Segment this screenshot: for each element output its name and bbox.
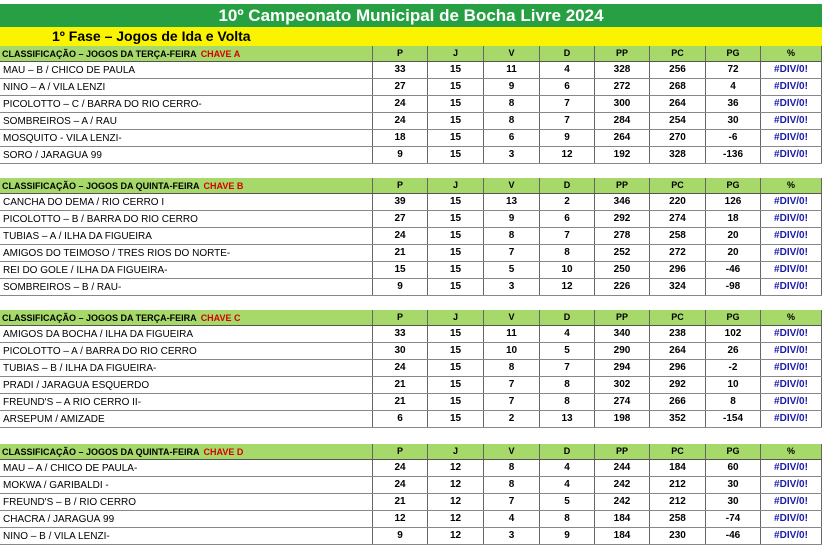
table-cell: 30	[705, 113, 760, 129]
table-cell: 4	[539, 62, 594, 78]
group-label: CHAVE B	[203, 180, 244, 191]
column-header: P	[372, 46, 427, 61]
table-cell: -98	[705, 279, 760, 295]
table-cell: #DIV/0!	[760, 194, 822, 210]
table-row	[0, 79, 822, 96]
table-cell: 266	[649, 394, 705, 410]
table-cell: 226	[594, 279, 649, 295]
column-header: PC	[649, 310, 705, 325]
table-cell: 18	[705, 211, 760, 227]
table-cell: 4	[705, 79, 760, 95]
table-cell: 33	[372, 326, 427, 342]
table-cell: 10	[705, 377, 760, 393]
team-name: MAU – A / CHICO DE PAULA-	[3, 462, 138, 474]
table-cell: 27	[372, 79, 427, 95]
table-cell: 21	[372, 245, 427, 261]
table-cell: #DIV/0!	[760, 494, 822, 510]
table-cell: 30	[705, 477, 760, 493]
table-cell: 5	[539, 494, 594, 510]
table-cell: 254	[649, 113, 705, 129]
table-row	[0, 194, 822, 211]
column-header: P	[372, 310, 427, 325]
table-cell: 20	[705, 245, 760, 261]
table-cell: 8	[539, 245, 594, 261]
team-name: MOKWA / GARIBALDI -	[3, 479, 109, 491]
table-cell: 10	[539, 262, 594, 278]
table-cell: 12	[427, 511, 483, 527]
column-header: %	[760, 46, 822, 61]
table-cell: 60	[705, 460, 760, 476]
table-cell: 8	[483, 96, 539, 112]
table-cell: 192	[594, 147, 649, 163]
table-cell: 24	[372, 360, 427, 376]
column-header: PP	[594, 46, 649, 61]
table-cell: 212	[649, 477, 705, 493]
column-header: PP	[594, 310, 649, 325]
table-cell: 274	[649, 211, 705, 227]
table-row	[0, 262, 822, 279]
table-cell: #DIV/0!	[760, 477, 822, 493]
table-cell: 8	[539, 377, 594, 393]
table-cell: 8	[483, 460, 539, 476]
table-cell: 252	[594, 245, 649, 261]
table-cell: 258	[649, 511, 705, 527]
table-cell: 230	[649, 528, 705, 544]
table-cell: 6	[539, 79, 594, 95]
table-cell: 36	[705, 96, 760, 112]
table-cell: 24	[372, 228, 427, 244]
table-cell: 7	[483, 494, 539, 510]
table-row	[0, 377, 822, 394]
table-cell: -46	[705, 528, 760, 544]
table-cell: #DIV/0!	[760, 79, 822, 95]
table-cell: 15	[427, 211, 483, 227]
table-cell: 9	[372, 279, 427, 295]
table-cell: 6	[539, 211, 594, 227]
section-label: CLASSIFICAÇÃO – JOGOS DA TERÇA-FEIRA	[2, 312, 197, 323]
team-name: AMIGOS DA BOCHA / ILHA DA FIGUEIRA	[3, 328, 194, 340]
table-cell: 30	[372, 343, 427, 359]
table-cell: 3	[483, 528, 539, 544]
phase-label: 1º Fase – Jogos de Ida e Volta	[52, 28, 251, 44]
table-cell: -46	[705, 262, 760, 278]
column-header: PG	[705, 444, 760, 459]
table-cell: 27	[372, 211, 427, 227]
table-cell: 340	[594, 326, 649, 342]
table-cell: 39	[372, 194, 427, 210]
table-cell: 15	[427, 377, 483, 393]
table-cell: 24	[372, 477, 427, 493]
table-cell: 15	[427, 343, 483, 359]
table-cell: 250	[594, 262, 649, 278]
team-name: REI DO GOLE / ILHA DA FIGUEIRA-	[3, 264, 168, 276]
table-cell: 12	[539, 279, 594, 295]
team-name: SOMBREIROS – B / RAU-	[3, 281, 122, 293]
table-cell: 238	[649, 326, 705, 342]
table-cell: 24	[372, 460, 427, 476]
column-header: PG	[705, 46, 760, 61]
table-header	[0, 46, 822, 62]
table-row	[0, 211, 822, 228]
table-cell: 9	[483, 79, 539, 95]
table-cell: 220	[649, 194, 705, 210]
column-header: V	[483, 444, 539, 459]
table-cell: 15	[427, 360, 483, 376]
table-row	[0, 130, 822, 147]
table-cell: #DIV/0!	[760, 113, 822, 129]
table-cell: 4	[539, 326, 594, 342]
table-cell: 8	[539, 511, 594, 527]
table-cell: 12	[539, 147, 594, 163]
table-cell: 7	[539, 113, 594, 129]
table-header	[0, 178, 822, 194]
table-cell: 6	[483, 130, 539, 146]
table-cell: 5	[539, 343, 594, 359]
table-cell: 9	[372, 147, 427, 163]
column-header: %	[760, 178, 822, 193]
table-cell: #DIV/0!	[760, 343, 822, 359]
group-label: CHAVE C	[200, 312, 241, 323]
table-cell: 15	[427, 113, 483, 129]
table-cell: 256	[649, 62, 705, 78]
table-cell: 9	[372, 528, 427, 544]
table-cell: #DIV/0!	[760, 411, 822, 427]
team-name: SORO / JARAGUÁ 99	[3, 149, 102, 161]
table-cell: 292	[649, 377, 705, 393]
column-header: J	[427, 178, 483, 193]
team-name: PICOLOTTO – A / BARRA DO RIO CERRO	[3, 345, 197, 357]
table-header	[0, 444, 822, 460]
table-cell: 12	[427, 494, 483, 510]
table-cell: 328	[649, 147, 705, 163]
table-row	[0, 477, 822, 494]
team-name: NINO – B / VILA LENZI-	[3, 530, 110, 542]
table-cell: 12	[372, 511, 427, 527]
table-cell: 21	[372, 394, 427, 410]
table-cell: 290	[594, 343, 649, 359]
table-cell: 15	[427, 96, 483, 112]
table-cell: #DIV/0!	[760, 96, 822, 112]
table-cell: 15	[427, 245, 483, 261]
team-name: CANCHA DO DEMA / RIO CERRO I	[3, 196, 165, 208]
classification-table	[0, 46, 822, 164]
table-cell: 15	[427, 130, 483, 146]
table-cell: #DIV/0!	[760, 262, 822, 278]
table-cell: 8	[483, 113, 539, 129]
table-cell: #DIV/0!	[760, 211, 822, 227]
table-cell: 4	[539, 460, 594, 476]
table-cell: 15	[372, 262, 427, 278]
table-cell: 184	[594, 511, 649, 527]
table-cell: 24	[372, 113, 427, 129]
table-row	[0, 279, 822, 296]
table-row	[0, 343, 822, 360]
team-name: ARSEPUM / AMIZADE	[3, 413, 105, 425]
table-cell: 300	[594, 96, 649, 112]
team-name: MOSQUITO - VILA LENZI-	[3, 132, 122, 144]
column-header: PC	[649, 178, 705, 193]
table-cell: 264	[649, 96, 705, 112]
table-cell: 3	[483, 147, 539, 163]
table-cell: 18	[372, 130, 427, 146]
table-cell: 284	[594, 113, 649, 129]
column-header: J	[427, 444, 483, 459]
table-cell: 21	[372, 377, 427, 393]
table-cell: #DIV/0!	[760, 62, 822, 78]
column-header: PC	[649, 46, 705, 61]
table-cell: 15	[427, 394, 483, 410]
table-row	[0, 394, 822, 411]
table-row	[0, 326, 822, 343]
table-row	[0, 528, 822, 545]
table-cell: 7	[539, 228, 594, 244]
table-cell: 274	[594, 394, 649, 410]
section-title	[0, 447, 372, 457]
table-cell: -154	[705, 411, 760, 427]
team-name: PRADI / JARAGUÁ ESQUERDO	[3, 379, 150, 391]
table-cell: 2	[539, 194, 594, 210]
table-cell: 10	[483, 343, 539, 359]
table-cell: 8	[539, 394, 594, 410]
table-cell: 8	[483, 228, 539, 244]
table-cell: 346	[594, 194, 649, 210]
table-row	[0, 511, 822, 528]
table-cell: #DIV/0!	[760, 245, 822, 261]
table-cell: 272	[594, 79, 649, 95]
table-row	[0, 113, 822, 130]
table-cell: #DIV/0!	[760, 511, 822, 527]
table-cell: 294	[594, 360, 649, 376]
table-cell: 302	[594, 377, 649, 393]
table-cell: 21	[372, 494, 427, 510]
table-row	[0, 62, 822, 79]
table-row	[0, 360, 822, 377]
table-cell: 7	[539, 360, 594, 376]
table-cell: 4	[483, 511, 539, 527]
table-cell: 328	[594, 62, 649, 78]
column-header: PG	[705, 178, 760, 193]
table-cell: 296	[649, 262, 705, 278]
table-cell: 264	[594, 130, 649, 146]
table-cell: 15	[427, 147, 483, 163]
column-header: PG	[705, 310, 760, 325]
table-cell: 7	[483, 377, 539, 393]
table-cell: 242	[594, 494, 649, 510]
table-row	[0, 228, 822, 245]
table-cell: 15	[427, 279, 483, 295]
table-cell: 9	[539, 528, 594, 544]
section-label: CLASSIFICAÇÃO – JOGOS DA QUINTA-FEIRA	[2, 180, 200, 191]
classification-table	[0, 178, 822, 296]
table-cell: 184	[649, 460, 705, 476]
table-cell: 11	[483, 326, 539, 342]
column-header: D	[539, 46, 594, 61]
team-name: NINO – A / VILA LENZI	[3, 81, 106, 93]
column-header: D	[539, 444, 594, 459]
table-row	[0, 147, 822, 164]
section-title	[0, 49, 372, 59]
table-cell: 30	[705, 494, 760, 510]
section-title	[0, 313, 372, 323]
section-title	[0, 181, 372, 191]
column-header: V	[483, 310, 539, 325]
team-name: CHACRA / JARAGUÁ 99	[3, 513, 115, 525]
team-name: PICOLOTTO – B / BARRA DO RIO CERRO	[3, 213, 198, 225]
table-cell: 352	[649, 411, 705, 427]
table-cell: -136	[705, 147, 760, 163]
team-name: SOMBREIROS – A / RAU	[3, 115, 117, 127]
team-name: MAU – B / CHICO DE PAULA	[3, 64, 136, 76]
table-cell: 13	[539, 411, 594, 427]
table-cell: #DIV/0!	[760, 460, 822, 476]
table-cell: 72	[705, 62, 760, 78]
table-cell: 20	[705, 228, 760, 244]
table-cell: 12	[427, 460, 483, 476]
table-cell: 8	[483, 477, 539, 493]
table-cell: 5	[483, 262, 539, 278]
table-cell: 258	[649, 228, 705, 244]
table-cell: 26	[705, 343, 760, 359]
table-row	[0, 494, 822, 511]
table-cell: 270	[649, 130, 705, 146]
classification-table	[0, 310, 822, 428]
column-header: D	[539, 178, 594, 193]
table-cell: 12	[427, 528, 483, 544]
table-row	[0, 245, 822, 262]
column-header: J	[427, 310, 483, 325]
classification-table	[0, 444, 822, 545]
table-cell: #DIV/0!	[760, 326, 822, 342]
team-name: FREUND'S – B / RIO CERRO	[3, 496, 137, 508]
team-name: TUBIAS – A / ILHA DA FIGUEIRA	[3, 230, 152, 242]
table-cell: #DIV/0!	[760, 228, 822, 244]
column-header: V	[483, 178, 539, 193]
table-header	[0, 310, 822, 326]
table-cell: 102	[705, 326, 760, 342]
table-cell: 15	[427, 79, 483, 95]
table-cell: 184	[594, 528, 649, 544]
column-header: %	[760, 444, 822, 459]
table-cell: 11	[483, 62, 539, 78]
table-cell: 33	[372, 62, 427, 78]
column-header: J	[427, 46, 483, 61]
table-cell: #DIV/0!	[760, 394, 822, 410]
table-cell: -74	[705, 511, 760, 527]
table-cell: 212	[649, 494, 705, 510]
group-label: CHAVE D	[203, 446, 244, 457]
table-cell: 3	[483, 279, 539, 295]
table-row	[0, 411, 822, 428]
team-name: FREUND'S – A RIO CERRO II-	[3, 396, 142, 408]
page-title: 10º Campeonato Municipal de Bocha Livre 2024	[0, 4, 822, 27]
table-cell: 24	[372, 96, 427, 112]
table-row	[0, 460, 822, 477]
table-cell: 15	[427, 194, 483, 210]
table-cell: 264	[649, 343, 705, 359]
table-cell: #DIV/0!	[760, 360, 822, 376]
table-cell: 242	[594, 477, 649, 493]
table-cell: 278	[594, 228, 649, 244]
section-label: CLASSIFICAÇÃO – JOGOS DA TERÇA-FEIRA	[2, 48, 197, 59]
column-header: %	[760, 310, 822, 325]
table-cell: 2	[483, 411, 539, 427]
team-name: TUBIAS – B / ILHA DA FIGUEIRA-	[3, 362, 157, 374]
section-label: CLASSIFICAÇÃO – JOGOS DA QUINTA-FEIRA	[2, 446, 200, 457]
table-cell: 4	[539, 477, 594, 493]
column-header: V	[483, 46, 539, 61]
table-cell: 7	[483, 394, 539, 410]
column-header: D	[539, 310, 594, 325]
table-cell: 15	[427, 411, 483, 427]
table-cell: 296	[649, 360, 705, 376]
table-cell: 7	[483, 245, 539, 261]
column-header: PP	[594, 444, 649, 459]
table-cell: 292	[594, 211, 649, 227]
table-cell: 15	[427, 262, 483, 278]
column-header: PC	[649, 444, 705, 459]
table-cell: 324	[649, 279, 705, 295]
table-cell: 8	[705, 394, 760, 410]
table-cell: 8	[483, 360, 539, 376]
team-name: AMIGOS DO TEIMOSO / TRÊS RIOS DO NORTE-	[3, 247, 231, 259]
table-cell: 198	[594, 411, 649, 427]
table-cell: 268	[649, 79, 705, 95]
table-cell: 15	[427, 228, 483, 244]
table-cell: 13	[483, 194, 539, 210]
team-name: PICOLOTTO – C / BARRA DO RIO CERRO-	[3, 98, 202, 110]
column-header: PP	[594, 178, 649, 193]
column-header: P	[372, 178, 427, 193]
table-cell: #DIV/0!	[760, 147, 822, 163]
table-cell: #DIV/0!	[760, 377, 822, 393]
table-cell: #DIV/0!	[760, 279, 822, 295]
table-cell: 126	[705, 194, 760, 210]
table-cell: #DIV/0!	[760, 130, 822, 146]
table-cell: 272	[649, 245, 705, 261]
phase-banner	[0, 27, 822, 46]
table-row	[0, 96, 822, 113]
table-cell: 7	[539, 96, 594, 112]
table-cell: 15	[427, 326, 483, 342]
table-cell: 6	[372, 411, 427, 427]
table-cell: 12	[427, 477, 483, 493]
table-cell: #DIV/0!	[760, 528, 822, 544]
table-cell: -2	[705, 360, 760, 376]
column-header: P	[372, 444, 427, 459]
table-cell: 9	[483, 211, 539, 227]
group-label: CHAVE A	[200, 48, 241, 59]
table-cell: 15	[427, 62, 483, 78]
table-cell: 9	[539, 130, 594, 146]
table-cell: 244	[594, 460, 649, 476]
table-cell: -6	[705, 130, 760, 146]
